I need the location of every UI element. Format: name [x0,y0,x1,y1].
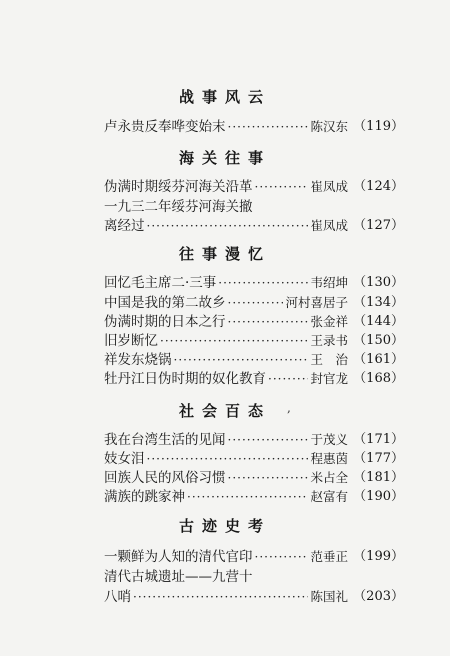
entry-author: 河村喜居子 [285,295,348,310]
toc-entry-continuation[interactable] [104,216,404,236]
toc-entry[interactable] [104,430,404,450]
entry-author: 张金祥 [310,314,348,329]
leader-dots [147,449,309,469]
entry-page: （150） [353,333,404,348]
entry-title: 中国是我的第二故乡 [104,295,226,311]
entry-title: 伪满时期绥芬河海关沿革 [104,179,253,195]
entry-author: 王录书 [310,333,348,348]
entry-title-continuation: 八哨 [104,589,131,605]
entry-author: 陈汉东 [310,119,348,134]
entry-title: 一颗鲜为人知的清代官印 [104,549,253,565]
entry-title: 回忆毛主席二·三事 [104,275,217,291]
entry-author: 于茂义 [310,432,348,447]
toc-entry[interactable] [104,369,404,389]
section-title-shehui: 社会百态 [178,402,271,420]
section-title-haiguan: 海关往事 [178,149,271,167]
entry-page: （130） [353,275,404,290]
entry-author: 米占全 [310,470,348,485]
entry-page: （177） [353,451,404,466]
entry-page: （168） [353,371,404,386]
toc-entry[interactable] [104,449,404,469]
entry-author: 陈国礼 [310,589,348,604]
entry-title: 回族人民的风俗习惯 [104,470,226,486]
entry-title-continuation: 离经过 [104,218,145,234]
entry-author: 程惠茵 [310,451,348,466]
toc-entry[interactable] [104,547,404,567]
entry-title: 妓女泪 [104,451,145,467]
leader-dots [147,216,309,236]
toc-entry[interactable] [104,117,404,137]
entry-page: （203） [353,589,404,604]
leader-dots [268,369,308,389]
leader-dots [228,430,309,450]
entry-page: （181） [353,470,404,485]
toc-entry-continuation[interactable] [104,587,404,607]
leader-dots [218,273,308,293]
toc-entry[interactable] [104,273,404,293]
toc-entry-first-line[interactable] [104,567,304,587]
leader-dots [174,350,309,370]
entry-title: 伪满时期的日本之行 [104,314,226,330]
entry-title: 我在台湾生活的见闻 [104,432,226,448]
entry-page: （144） [353,314,404,329]
entry-author: 范垂正 [310,549,348,564]
toc-entry[interactable] [104,468,404,488]
entry-page: （119） [353,119,404,134]
toc-entry[interactable] [104,350,404,370]
entry-author: 崔凤成 [310,179,348,194]
section-title-guji: 古迹史考 [178,517,271,535]
entry-author: 封官龙 [310,371,348,386]
entry-author: 崔凤成 [310,218,348,233]
entry-title: 满族的跳家神 [104,489,185,505]
entry-title: 牡丹江日伪时期的奴化教育 [104,371,266,387]
entry-page: （199） [353,549,404,564]
entry-title: 一九三二年绥芬河海关撤 [104,199,253,215]
entry-title: 祥发东烧锅 [104,352,172,368]
leader-dots [255,547,309,567]
entry-page: （171） [353,432,404,447]
leader-dots [228,293,284,313]
entry-author: 赵富有 [310,489,348,504]
toc-entry[interactable] [104,177,404,197]
toc-entry[interactable] [104,312,404,332]
section-title-wangshi: 往事漫忆 [178,245,271,263]
leader-dots [255,177,309,197]
stray-mark: , [287,401,291,415]
entry-page: （127） [353,218,404,233]
leader-dots [133,587,308,607]
entry-page: （190） [353,489,404,504]
entry-author: 韦绍坤 [310,275,348,290]
leader-dots [228,312,309,332]
toc-entry[interactable] [104,331,404,351]
leader-dots [187,487,308,507]
entry-page: （161） [353,352,404,367]
entry-title: 卢永贵反奉哗变始末 [104,119,226,135]
entry-title: 旧岁断忆 [104,333,158,349]
entry-author: 王 治 [310,352,348,367]
entry-title: 清代古城遗址——九营十 [104,569,253,585]
section-title-zhanshi: 战事风云 [178,88,271,106]
leader-dots [228,468,309,488]
toc-entry[interactable] [104,293,404,313]
toc-entry-first-line[interactable] [104,197,304,217]
leader-dots [228,117,309,137]
toc-entry[interactable] [104,487,404,507]
entry-page: （124） [353,179,404,194]
entry-page: （134） [353,295,404,310]
leader-dots [160,331,308,351]
